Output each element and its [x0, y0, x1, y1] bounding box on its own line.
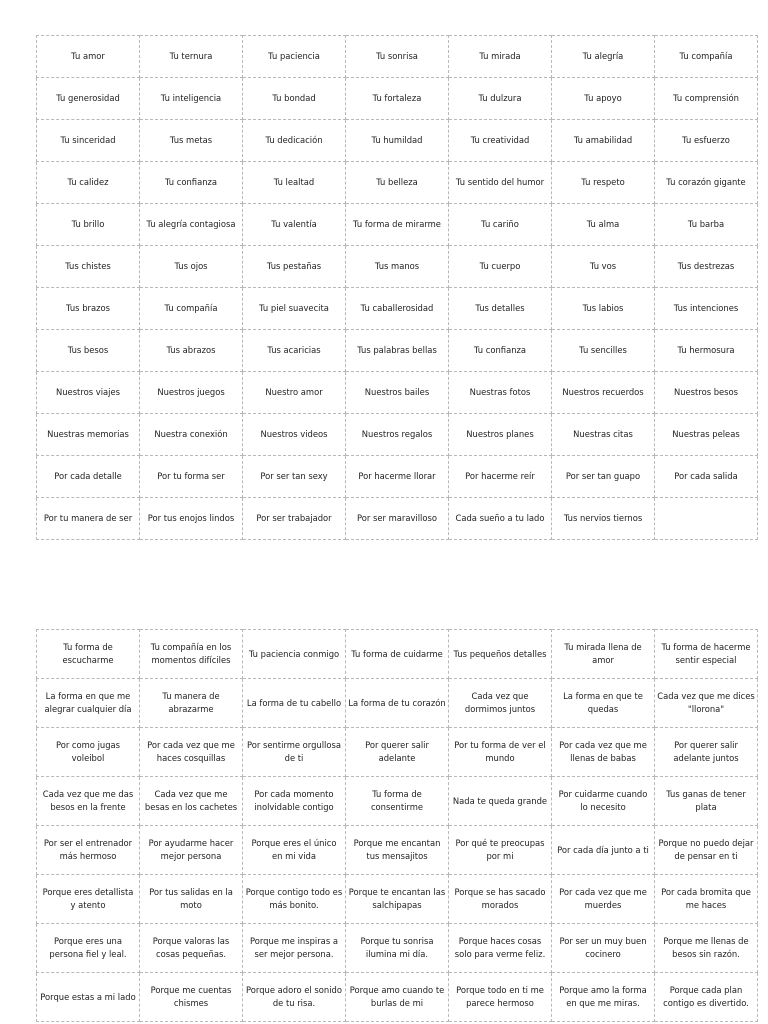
table-cell: Tu alegría — [552, 36, 655, 78]
table-cell: Tu compañía — [140, 288, 243, 330]
table-cell: Por hacerme llorar — [346, 456, 449, 498]
table-cell: Nuestros recuerdos — [552, 372, 655, 414]
table-cell: Tu paciencia — [243, 36, 346, 78]
table-cell: Tus ojos — [140, 246, 243, 288]
table-row — [37, 973, 758, 1022]
table-cell: Porque me encantan tus mensajitos — [346, 826, 449, 875]
table-row — [37, 36, 758, 78]
table-cell: Por ser tan guapo — [552, 456, 655, 498]
table-cell: Por ser el entrenador más hermoso — [37, 826, 140, 875]
table-cell: Tu forma de mirarme — [346, 204, 449, 246]
table-cell: Nuestras citas — [552, 414, 655, 456]
table-cell: Por tu forma ser — [140, 456, 243, 498]
table-cell: Porque adoro el sonido de tu risa. — [243, 973, 346, 1022]
table-cell: Porque contigo todo es más bonito. — [243, 875, 346, 924]
table-cell: Tu confianza — [140, 162, 243, 204]
table-cell: Porque valoras las cosas pequeñas. — [140, 924, 243, 973]
table-cell: Tus brazos — [37, 288, 140, 330]
table-cell: Nuestras peleas — [655, 414, 758, 456]
table-cell: Tus nervios tiernos — [552, 498, 655, 540]
table-cell: Por ser maravilloso — [346, 498, 449, 540]
table-cell: Tus abrazos — [140, 330, 243, 372]
table-row — [37, 498, 758, 540]
table-row — [37, 924, 758, 973]
table-cell: Nuestros bailes — [346, 372, 449, 414]
table-cell: Porque eres una persona fiel y leal. — [37, 924, 140, 973]
table-row — [37, 679, 758, 728]
table-cell: Nuestra conexión — [140, 414, 243, 456]
table-cell: Tus acaricias — [243, 330, 346, 372]
table-cell: Tu generosidad — [37, 78, 140, 120]
table-cell: Tu apoyo — [552, 78, 655, 120]
table-cell: Tu barba — [655, 204, 758, 246]
table-cell: Tus pequeños detalles — [449, 630, 552, 679]
table-cell: Por tus enojos lindos — [140, 498, 243, 540]
table-cell: Tus manos — [346, 246, 449, 288]
table-cell: Tu sinceridad — [37, 120, 140, 162]
table-cell: Por cuidarme cuando lo necesito — [552, 777, 655, 826]
table-row — [37, 372, 758, 414]
table-cell: Cada vez que me das besos en la frente — [37, 777, 140, 826]
table-cell: Porque amo la forma en que me miras. — [552, 973, 655, 1022]
table-cell: Tu dulzura — [449, 78, 552, 120]
table-cell: Tu compañía en los momentos difíciles — [140, 630, 243, 679]
table-row — [37, 120, 758, 162]
table-cell: Tu bondad — [243, 78, 346, 120]
table-cell: Porque me llenas de besos sin razón. — [655, 924, 758, 973]
table-cell: Nuestros videos — [243, 414, 346, 456]
table-cell: Tus palabras bellas — [346, 330, 449, 372]
table-cell: Tu sentido del humor — [449, 162, 552, 204]
table-cell: Porque tu sonrisa ilumina mi día. — [346, 924, 449, 973]
table-cell: Por qué te preocupas por mi — [449, 826, 552, 875]
table-cell: Tu humildad — [346, 120, 449, 162]
table-cell: Tu amabilidad — [552, 120, 655, 162]
table-cell: Por tus salidas en la moto — [140, 875, 243, 924]
table-cell: Por cada momento inolvidable contigo — [243, 777, 346, 826]
table-cell: Tu corazón gigante — [655, 162, 758, 204]
table-cell: Porque eres el único en mi vida — [243, 826, 346, 875]
table-cell: Por ser un muy buen cocinero — [552, 924, 655, 973]
table-row — [37, 162, 758, 204]
table-row — [37, 288, 758, 330]
table-row — [37, 414, 758, 456]
table-row — [37, 875, 758, 924]
table-cell: Por cada detalle — [37, 456, 140, 498]
table-row — [37, 204, 758, 246]
table-cell: Nada te queda grande — [449, 777, 552, 826]
table-cell: Por hacerme reír — [449, 456, 552, 498]
table-cell: Tu alegría contagiosa — [140, 204, 243, 246]
table-cell: Por cada vez que me llenas de babas — [552, 728, 655, 777]
table-cell: Por tu forma de ver el mundo — [449, 728, 552, 777]
table-row — [37, 456, 758, 498]
table-cell: Nuestro amor — [243, 372, 346, 414]
table-cell: Porque se has sacado morados — [449, 875, 552, 924]
table-cell — [655, 498, 758, 540]
table-cell: Tu piel suavecita — [243, 288, 346, 330]
table-cell: Tu confianza — [449, 330, 552, 372]
table-cell: Por tu manera de ser — [37, 498, 140, 540]
table-cell: Tu belleza — [346, 162, 449, 204]
table-cell: Tu fortaleza — [346, 78, 449, 120]
table-cell: La forma de tu cabello — [243, 679, 346, 728]
table-cell: Tu mirada — [449, 36, 552, 78]
table-cell: Tu brillo — [37, 204, 140, 246]
table-cell: Tu forma de cuidarme — [346, 630, 449, 679]
table-row — [37, 777, 758, 826]
table-cell: Tu dedicación — [243, 120, 346, 162]
table-cell: Tus intenciones — [655, 288, 758, 330]
table-cell: Nuestros planes — [449, 414, 552, 456]
table-cell: Porque eres detallista y atento — [37, 875, 140, 924]
table-cell: Tu forma de consentirme — [346, 777, 449, 826]
table-cell: Por ser trabajador — [243, 498, 346, 540]
table-cell: Por querer salir adelante juntos — [655, 728, 758, 777]
table-cell: Nuestras memorias — [37, 414, 140, 456]
table-cell: Tu manera de abrazarme — [140, 679, 243, 728]
table-cell: La forma en que te quedas — [552, 679, 655, 728]
table-cell: Porque no puedo dejar de pensar en ti — [655, 826, 758, 875]
table-cell: Cada sueño a tu lado — [449, 498, 552, 540]
table-cell: Por cada vez que me muerdes — [552, 875, 655, 924]
table-row — [37, 728, 758, 777]
table-cell: Tus besos — [37, 330, 140, 372]
table-cell: Por sentirme orgullosa de ti — [243, 728, 346, 777]
table-cell: Tus labios — [552, 288, 655, 330]
table-row — [37, 330, 758, 372]
table-cell: Tu caballerosidad — [346, 288, 449, 330]
table-cell: Tus destrezas — [655, 246, 758, 288]
table-cell: La forma de tu corazón — [346, 679, 449, 728]
table-cell: Tu sencilles — [552, 330, 655, 372]
table-cell: Porque me cuentas chismes — [140, 973, 243, 1022]
table-cell: Tu paciencia conmigo — [243, 630, 346, 679]
table-cell: Por cada salida — [655, 456, 758, 498]
table-cell: Tu compañía — [655, 36, 758, 78]
table-cell: Tu forma de escucharme — [37, 630, 140, 679]
table-cell: Tu ternura — [140, 36, 243, 78]
love-reasons-table-1 — [36, 35, 758, 540]
table-cell: Nuestras fotos — [449, 372, 552, 414]
table-cell: Tu comprensión — [655, 78, 758, 120]
table-cell: Tu esfuerzo — [655, 120, 758, 162]
table-cell: Por cada día junto a ti — [552, 826, 655, 875]
table-cell: Tu mirada llena de amor — [552, 630, 655, 679]
table-cell: Porque te encantan las salchipapas — [346, 875, 449, 924]
table-cell: Tu alma — [552, 204, 655, 246]
table-cell: Porque cada plan contigo es divertido. — [655, 973, 758, 1022]
table-cell: Por querer salir adelante — [346, 728, 449, 777]
table-cell: Tu amor — [37, 36, 140, 78]
table-cell: Porque estas a mi lado — [37, 973, 140, 1022]
table-cell: Cada vez que me besas en los cachetes — [140, 777, 243, 826]
table-cell: Cada vez que me dices "llorona" — [655, 679, 758, 728]
table-cell: Tu calidez — [37, 162, 140, 204]
table-cell: Tus ganas de tener plata — [655, 777, 758, 826]
table-cell: Tus detalles — [449, 288, 552, 330]
table-cell: Porque amo cuando te burlas de mi — [346, 973, 449, 1022]
table-cell: Tu sonrisa — [346, 36, 449, 78]
table-cell: Nuestros besos — [655, 372, 758, 414]
table-cell: Porque haces cosas solo para verme feliz. — [449, 924, 552, 973]
table-cell: Nuestros viajes — [37, 372, 140, 414]
table-cell: Tu lealtad — [243, 162, 346, 204]
table-cell: Por cada vez que me haces cosquillas — [140, 728, 243, 777]
table-cell: Tu vos — [552, 246, 655, 288]
table-row — [37, 78, 758, 120]
table-cell: Tu respeto — [552, 162, 655, 204]
table-cell: Tu creatividad — [449, 120, 552, 162]
table-cell: Porque me inspiras a ser mejor persona. — [243, 924, 346, 973]
love-reasons-table-2 — [36, 629, 758, 1022]
table-cell: Por como jugas voleibol — [37, 728, 140, 777]
table-cell: Cada vez que dormimos juntos — [449, 679, 552, 728]
table-cell: Por cada bromita que me haces — [655, 875, 758, 924]
table-cell: Tu cuerpo — [449, 246, 552, 288]
table-cell: Tu valentía — [243, 204, 346, 246]
table-cell: Nuestros juegos — [140, 372, 243, 414]
table-row — [37, 826, 758, 875]
table-cell: Tus pestañas — [243, 246, 346, 288]
table-cell: Por ser tan sexy — [243, 456, 346, 498]
table-cell: Tu hermosura — [655, 330, 758, 372]
table-cell: La forma en que me alegrar cualquier día — [37, 679, 140, 728]
table-cell: Tu inteligencia — [140, 78, 243, 120]
table-cell: Tus chistes — [37, 246, 140, 288]
table-cell: Tus metas — [140, 120, 243, 162]
table-row — [37, 246, 758, 288]
table-cell: Porque todo en ti me parece hermoso — [449, 973, 552, 1022]
table-row — [37, 630, 758, 679]
table-cell: Por ayudarme hacer mejor persona — [140, 826, 243, 875]
table-cell: Tu forma de hacerme sentir especial — [655, 630, 758, 679]
table-cell: Nuestros regalos — [346, 414, 449, 456]
table-cell: Tu cariño — [449, 204, 552, 246]
